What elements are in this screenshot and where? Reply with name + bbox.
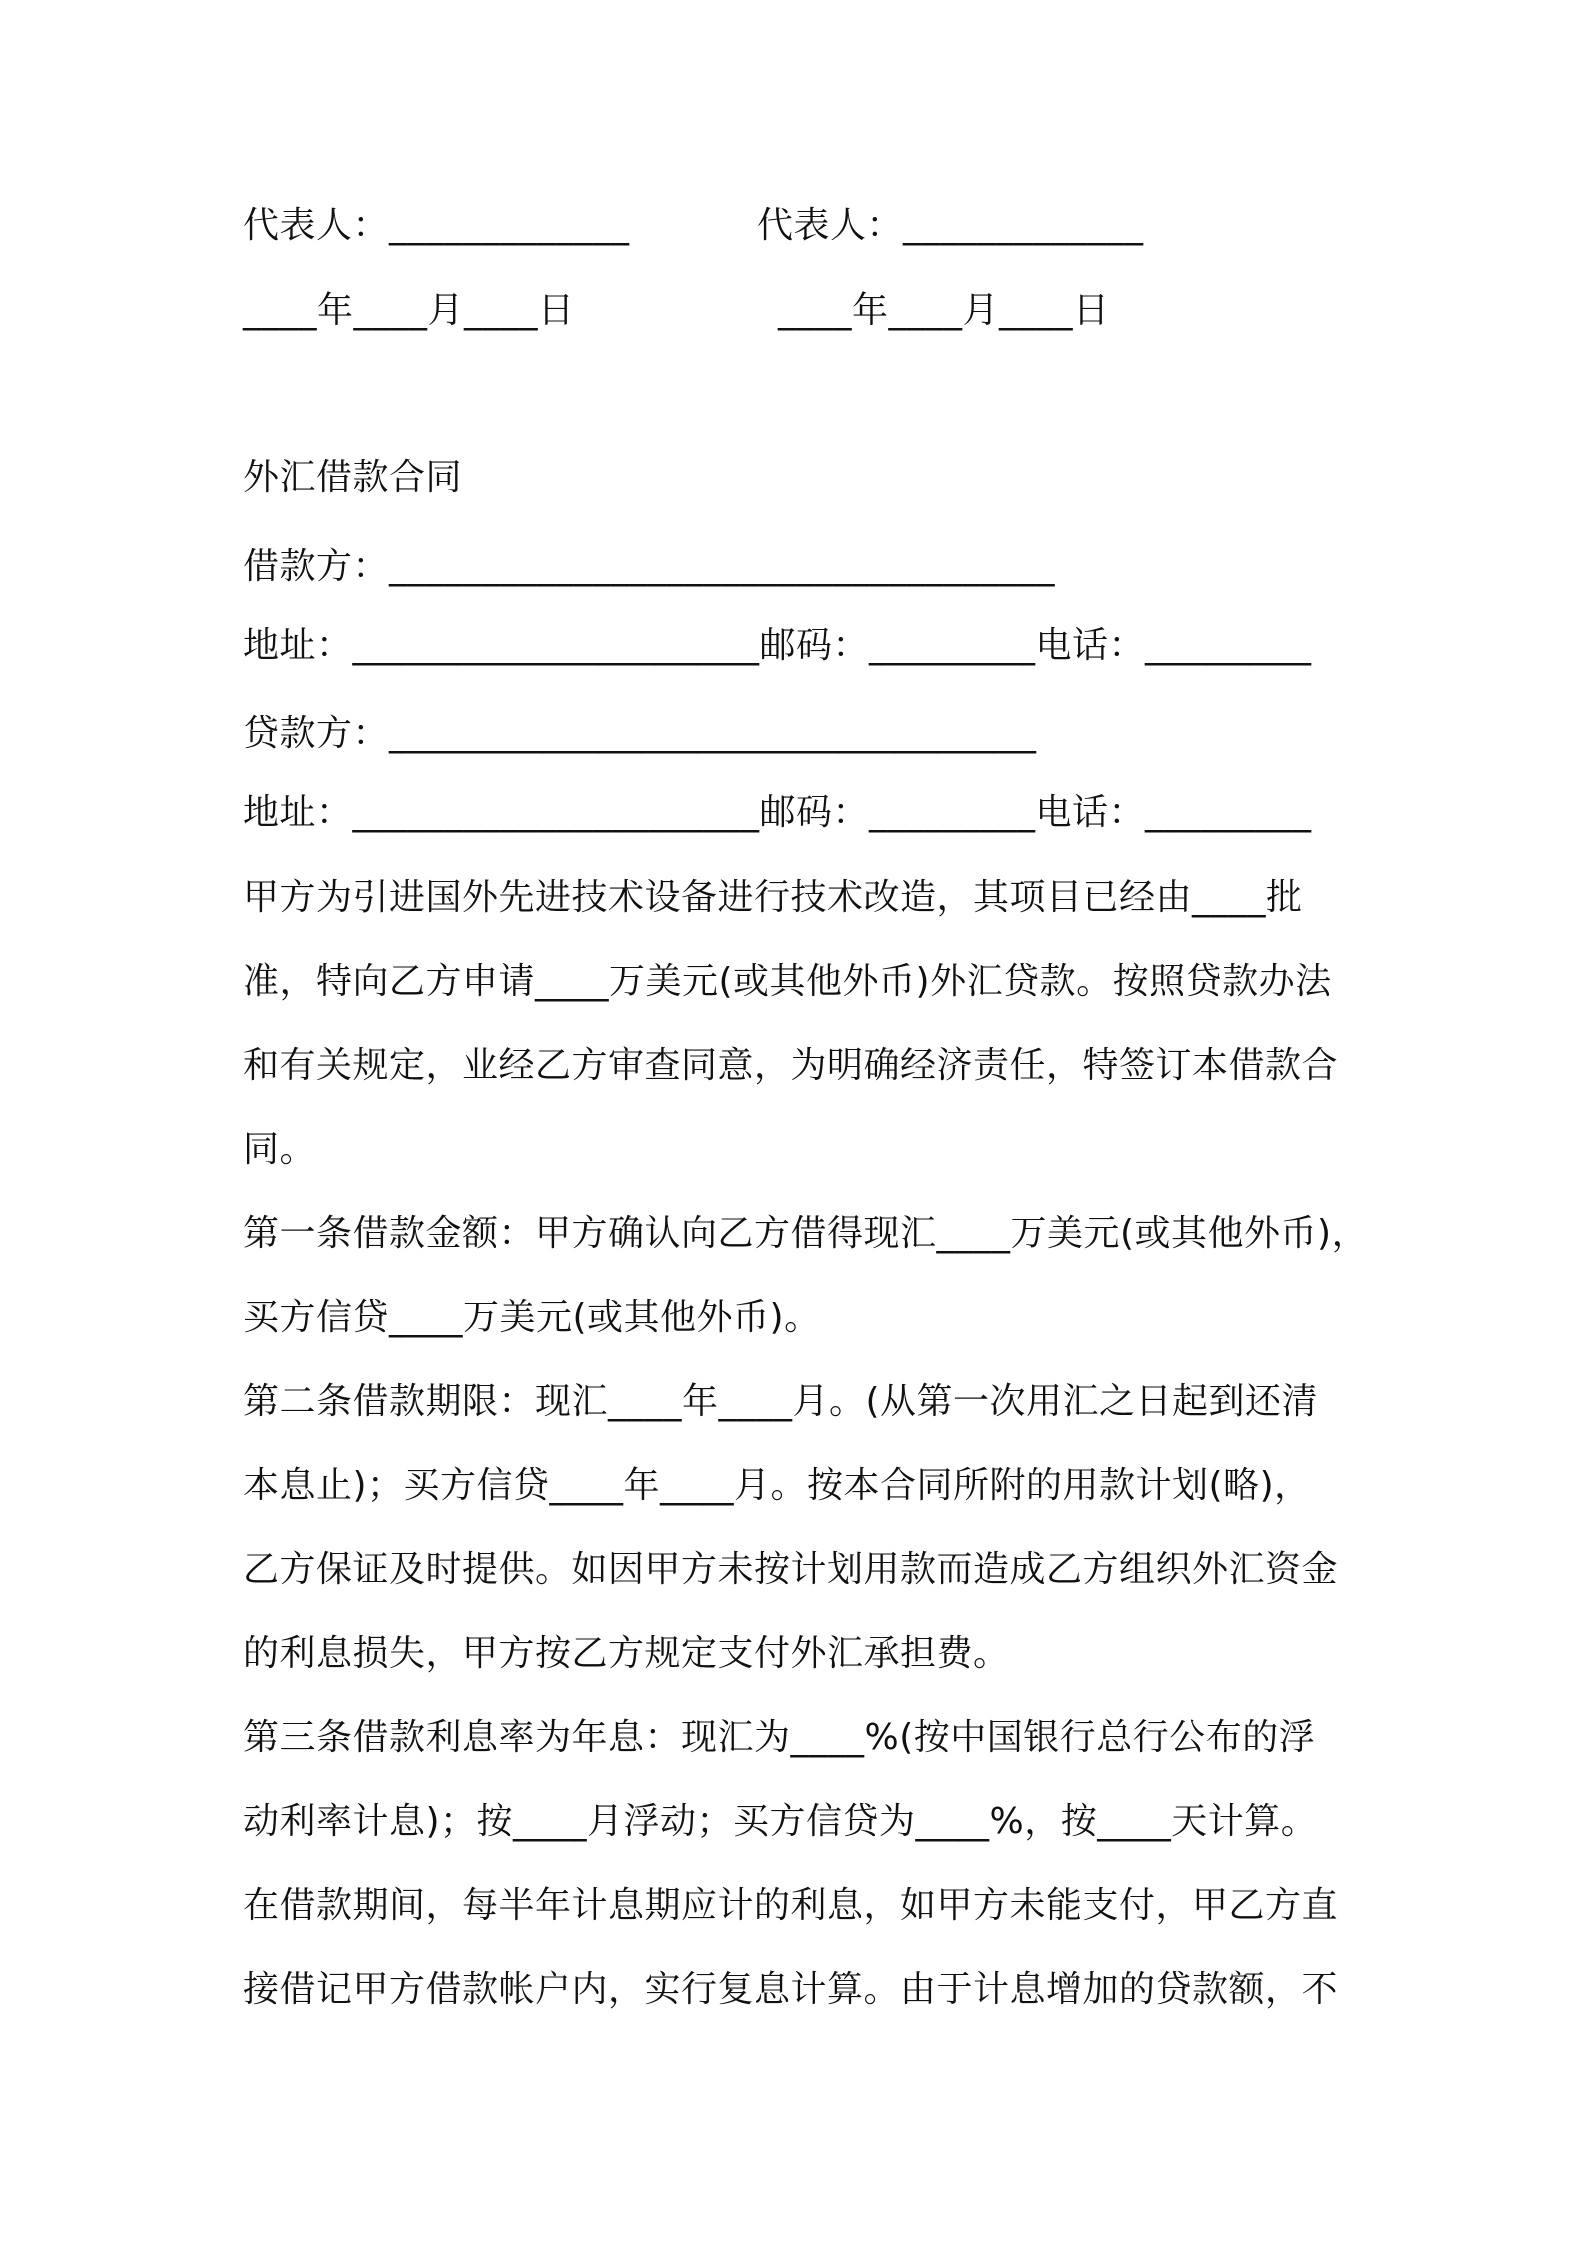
article2-line: 乙方保证及时提供。如因甲方未按计划用款而造成乙方组织外汇资金 (243, 1549, 1339, 1590)
lender-address-line: 地址：______________________邮码：_________电话：_________ (243, 792, 1312, 833)
article3-line: 第三条借款利息率为年息：现汇为____%(按中国银行总行公布的浮 (243, 1717, 1316, 1758)
intro-line: 同。 (243, 1129, 317, 1170)
borrower-line: 借款方：____________________________________ (243, 546, 1056, 587)
article1-line: 买方信贷____万美元(或其他外币)。 (243, 1297, 821, 1338)
article3-line: 动利率计息)；按____月浮动；买方信贷为____%，按____天计算。 (243, 1801, 1318, 1842)
article1-line: 第一条借款金额：甲方确认向乙方借得现汇____万美元(或其他外币)， (243, 1213, 1369, 1254)
intro-line: 甲方为引进国外先进技术设备进行技术改造，其项目已经由____批 (243, 877, 1303, 918)
article2-line: 的利息损失，甲方按乙方规定支付外汇承担费。 (243, 1633, 1010, 1674)
contract-title: 外汇借款合同 (243, 457, 463, 498)
left-representative-line: 代表人：_____________ (243, 205, 630, 246)
right-representative-line: 代表人：_____________ (757, 205, 1144, 246)
borrower-address-line: 地址：______________________邮码：_________电话：_________ (243, 625, 1312, 666)
article2-line: 本息止)；买方信贷____年____月。按本合同所附的用款计划(略)， (243, 1465, 1311, 1506)
intro-line: 和有关规定，业经乙方审查同意，为明确经济责任，特签订本借款合 (243, 1045, 1339, 1086)
left-date-line: ____年____月____日 (243, 290, 575, 331)
article3-line: 在借款期间，每半年计息期应计的利息，如甲方未能支付，甲乙方直 (243, 1885, 1339, 1926)
article2-line: 第二条借款期限：现汇____年____月。(从第一次用汇之日起到还清 (243, 1381, 1319, 1422)
right-date-line: ____年____月____日 (778, 290, 1110, 331)
article3-line: 接借记甲方借款帐户内，实行复息计算。由于计息增加的贷款额，不 (243, 1969, 1339, 2010)
intro-line: 准，特向乙方申请____万美元(或其他外币)外汇贷款。按照贷款办法 (243, 961, 1332, 1002)
lender-line: 贷款方：___________________________________ (243, 713, 1037, 754)
